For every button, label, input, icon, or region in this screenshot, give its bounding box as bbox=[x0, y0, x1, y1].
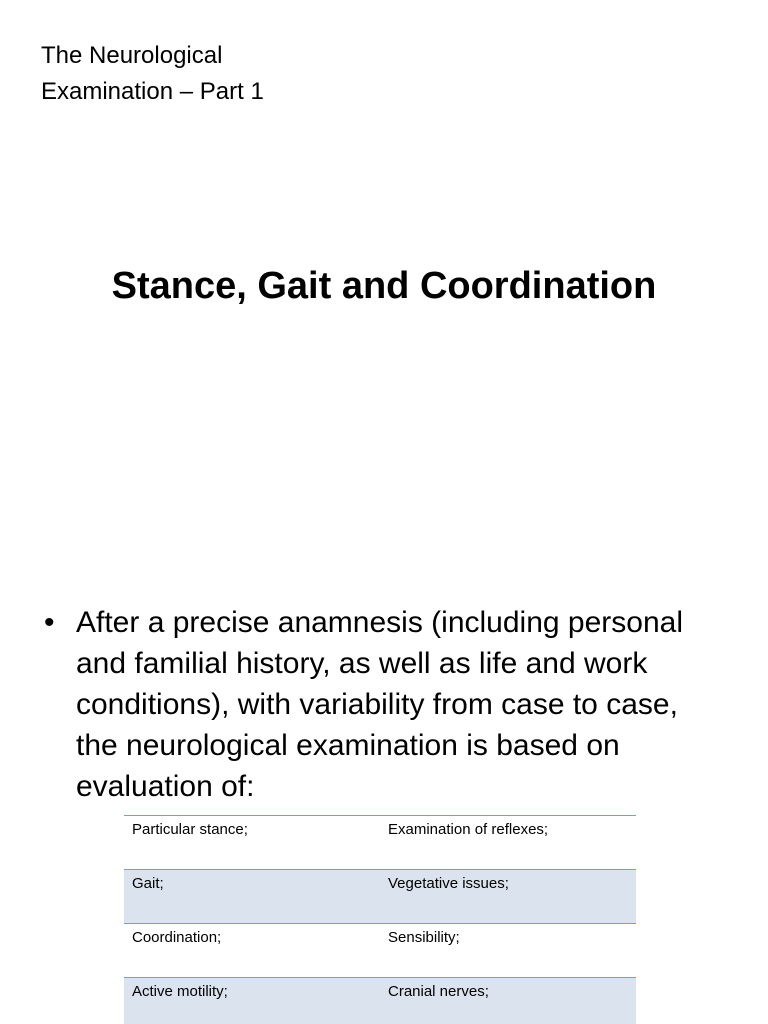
bullet-line: and familial history, as well as life and work bbox=[76, 647, 648, 680]
examination-topics-table bbox=[124, 815, 636, 1024]
table-cell: Gait; bbox=[124, 870, 380, 924]
table-cell: Cranial nerves; bbox=[380, 978, 636, 1024]
table-cell: Vegetative issues; bbox=[380, 870, 636, 924]
bullet-line: conditions), with variability from case to case, bbox=[76, 688, 678, 721]
header-line-2: Examination – Part 1 bbox=[41, 78, 264, 105]
table-cell: Active motility; bbox=[124, 978, 380, 1024]
document-header bbox=[41, 38, 441, 110]
bullet-text bbox=[76, 602, 736, 807]
table-row bbox=[124, 978, 636, 1024]
table-cell: Coordination; bbox=[124, 924, 380, 978]
table-cell: Sensibility; bbox=[380, 924, 636, 978]
table-row bbox=[124, 816, 636, 870]
bullet-line: evaluation of: bbox=[76, 770, 255, 803]
bullet-line: After a precise anamnesis (including personal bbox=[76, 606, 683, 639]
bullet-marker: • bbox=[44, 606, 55, 639]
table-cell: Particular stance; bbox=[124, 816, 380, 870]
header-line-1: The Neurological bbox=[41, 42, 223, 69]
table-cell: Examination of reflexes; bbox=[380, 816, 636, 870]
bullet-line: the neurological examination is based on bbox=[76, 729, 620, 762]
table-row bbox=[124, 924, 636, 978]
slide-title: Stance, Gait and Coordination bbox=[111, 265, 657, 307]
table-row bbox=[124, 870, 636, 924]
